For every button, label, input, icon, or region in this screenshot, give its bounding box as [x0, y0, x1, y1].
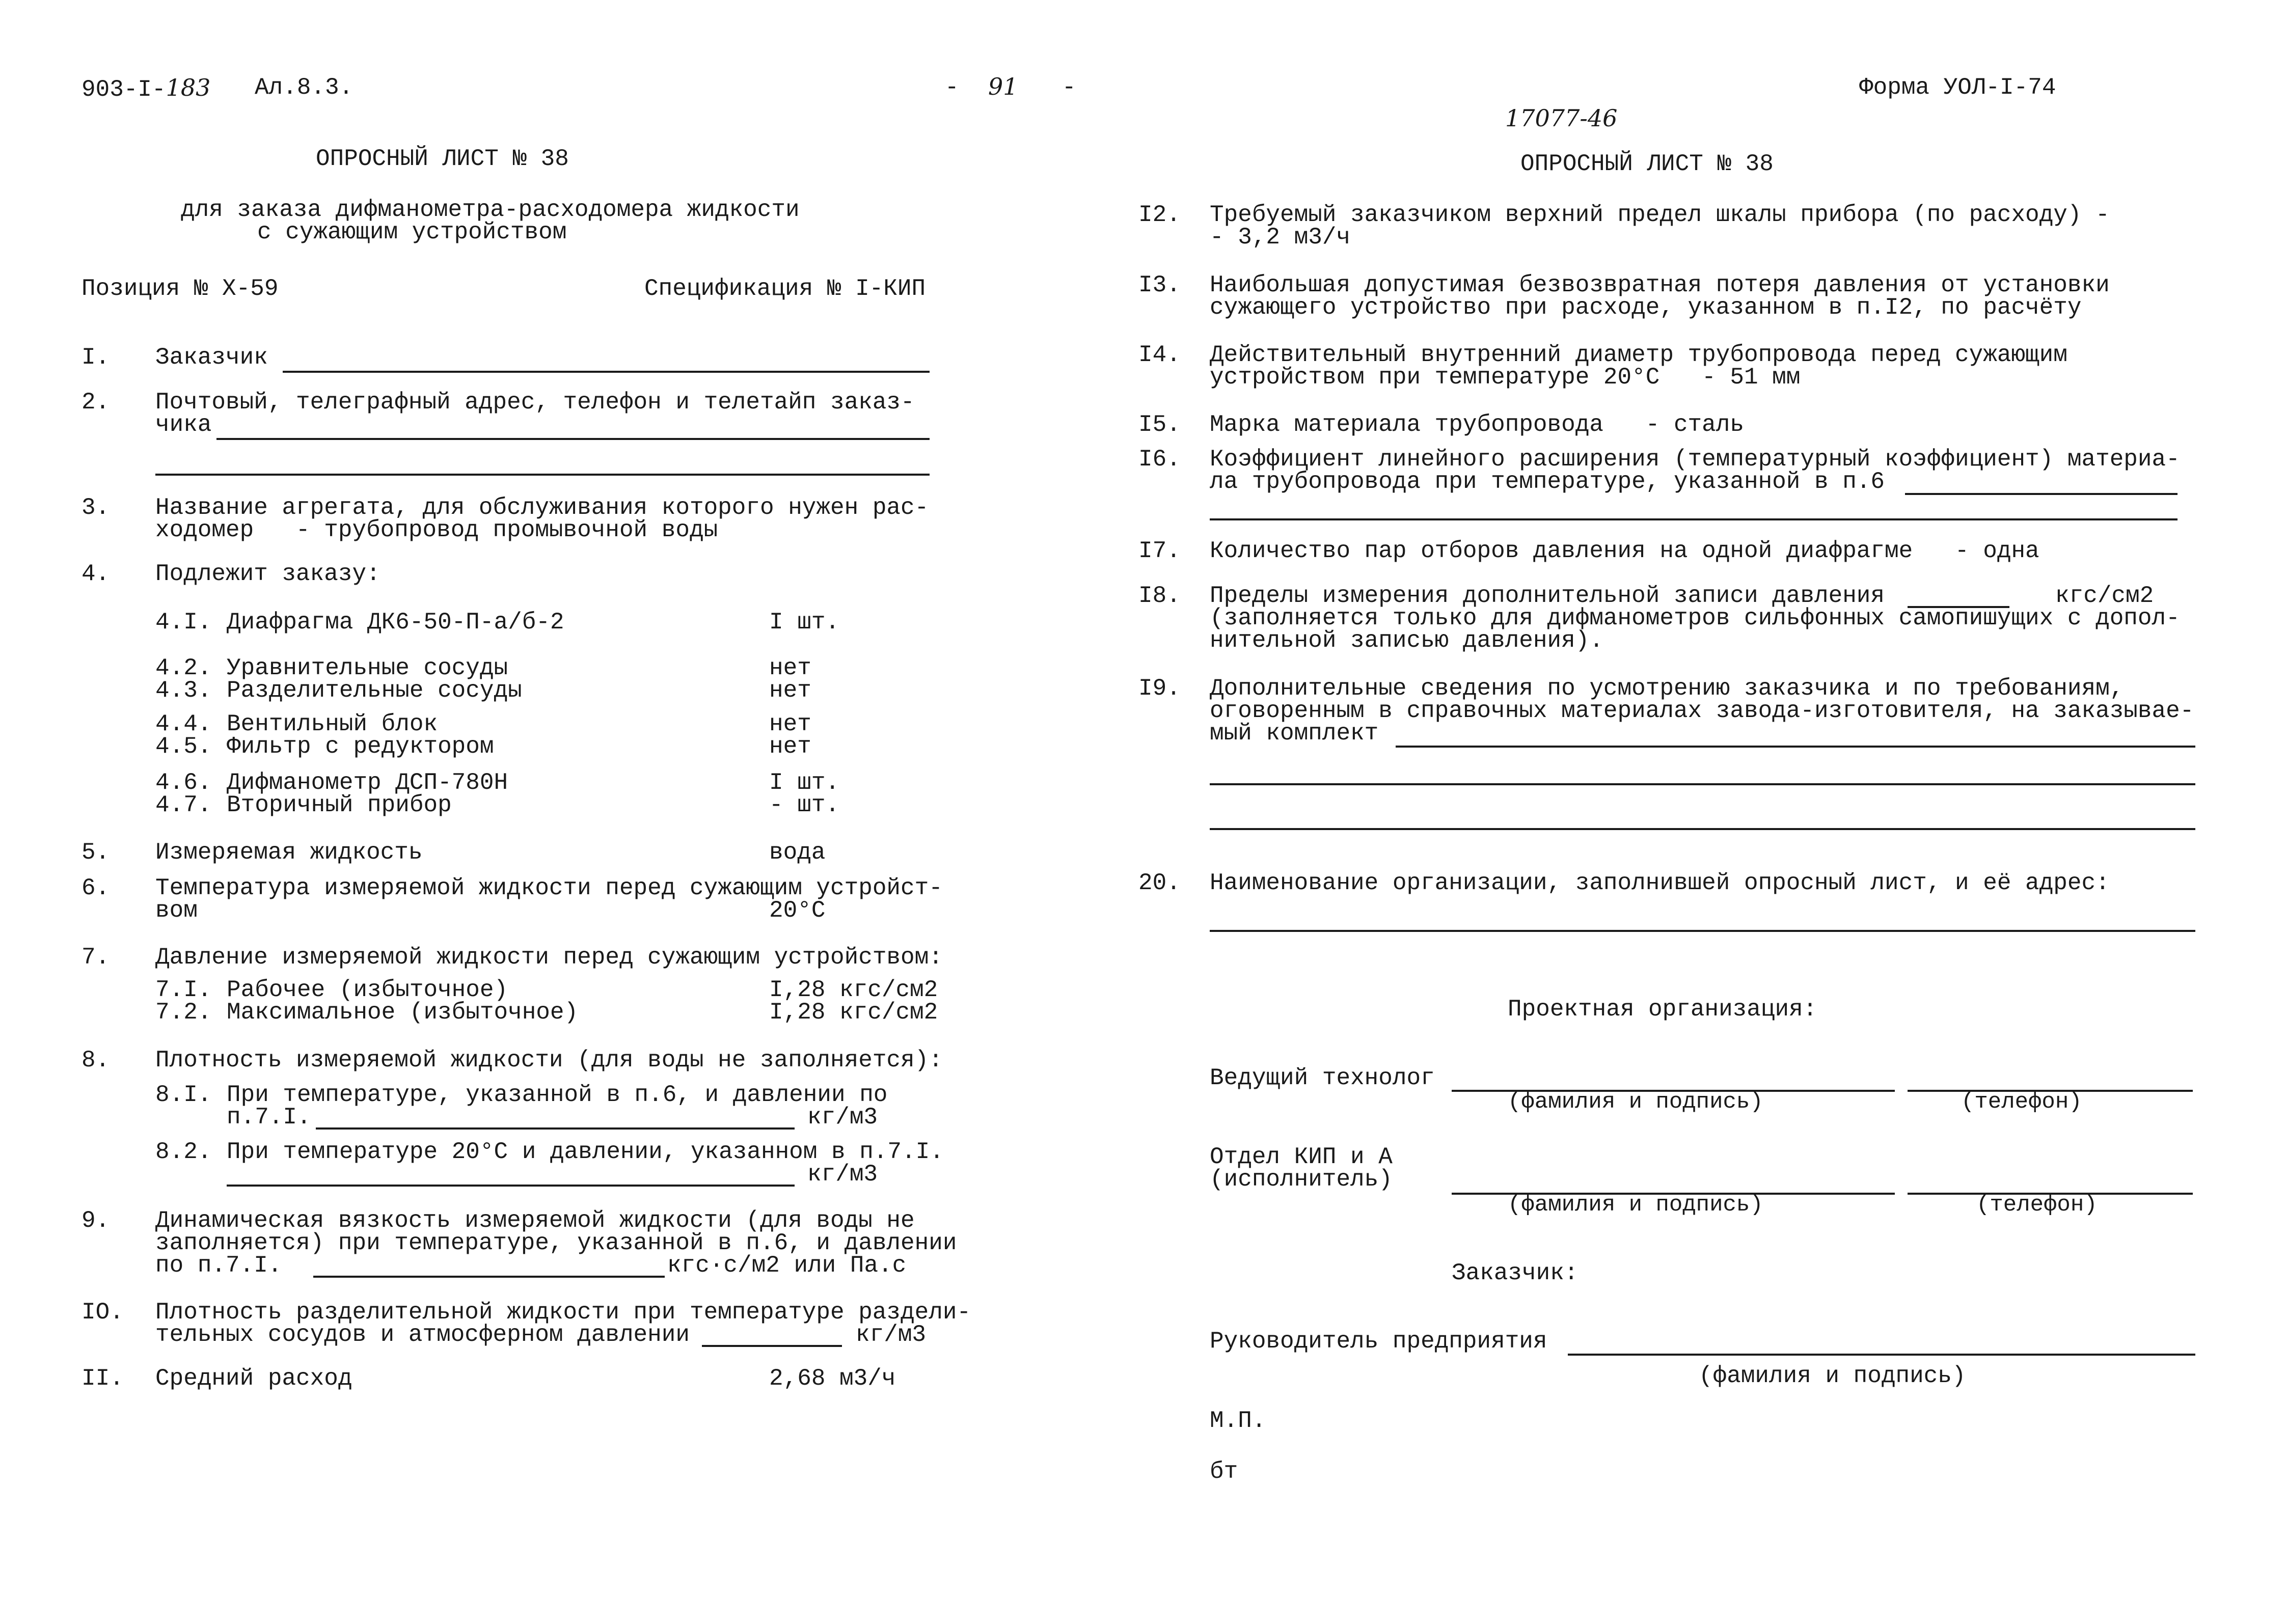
- item-number: 6.: [81, 875, 110, 901]
- item-number: 5.: [81, 839, 110, 866]
- lead-technologist-label: Ведущий технолог: [1210, 1065, 1435, 1091]
- subitem-text: Вторичный прибор: [227, 792, 452, 818]
- address-field-line: [216, 438, 930, 440]
- item-text-line: оговоренным в справочных материалах завода-изготовителя, на заказывае-: [1210, 698, 2194, 724]
- subitem-number: 4.3.: [155, 677, 212, 704]
- subitem-value: нет: [769, 655, 811, 681]
- item-value: 2,68 м3/ч: [769, 1365, 896, 1392]
- item-text: Пределы измерения дополнительной записи давления: [1210, 583, 1885, 609]
- expansion-coef-field-line: [1905, 493, 2178, 495]
- item-number: 2.: [81, 389, 110, 416]
- item-text-line: тельных сосудов и атмосферном давлении: [155, 1322, 690, 1348]
- customer-field-line: [283, 371, 930, 373]
- subitem-number: 4.6.: [155, 769, 212, 796]
- item-number: 20.: [1138, 870, 1181, 896]
- item-text-line: Требуемый заказчиком верхний предел шкалы прибора (по расходу) -: [1210, 202, 2110, 228]
- density-field-line: [316, 1127, 795, 1130]
- item-number: I9.: [1138, 675, 1181, 702]
- item-number: 7.: [81, 944, 110, 971]
- right-title: ОПРОСНЫЙ ЛИСТ № 38: [1520, 151, 1774, 177]
- signature-caption: (фамилия и подпись): [1508, 1192, 1763, 1218]
- item-number: I7.: [1138, 538, 1181, 564]
- item-text: Подлежит заказу:: [155, 561, 380, 587]
- subitem-value: I шт.: [769, 769, 840, 796]
- director-signature-line: [1568, 1354, 2195, 1356]
- signature-caption: (фамилия и подпись): [1508, 1089, 1763, 1115]
- extra-info-field-line: [1396, 746, 2195, 748]
- item-number: 3.: [81, 494, 110, 521]
- form-number: Форма УОЛ-I-74: [1859, 74, 2056, 101]
- item-text-line: (заполняется только для дифманометров сильфонных самопишущих с допол-: [1210, 605, 2180, 631]
- item-text: Средний расход: [155, 1365, 352, 1392]
- item-text-line: ходомер - трубопровод промывочной воды: [155, 517, 718, 543]
- subitem-value: нет: [769, 733, 811, 760]
- subtitle-line-1: для заказа дифманометра-расходомера жидкости: [181, 197, 800, 223]
- customer-label: Заказчик: [155, 344, 268, 371]
- subitem-number: 4.I.: [155, 609, 212, 636]
- item-text-line: Плотность разделительной жидкости при температуре раздели-: [155, 1299, 971, 1326]
- item-text-line: Почтовый, телеграфный адрес, телефон и телетайп заказ-: [155, 389, 915, 416]
- subitem-number: 7.I.: [155, 977, 212, 1003]
- item-number: I3.: [1138, 272, 1181, 298]
- subitem-number: 8.I.: [155, 1082, 212, 1108]
- subitem-text: Максимальное (избыточное): [227, 999, 579, 1026]
- item-number: 8.: [81, 1047, 110, 1074]
- separating-density-field-line: [702, 1345, 842, 1347]
- item-number: I5.: [1138, 411, 1181, 438]
- position-number: Позиция № Х-59: [81, 276, 279, 302]
- phone-caption: (телефон): [1961, 1089, 2082, 1115]
- subitem-value: I шт.: [769, 609, 840, 636]
- organization-field-line: [1210, 930, 2195, 932]
- subtitle-line-2: с сужающим устройством: [257, 219, 567, 245]
- item-text-line: Дополнительные сведения по усмотрению заказчика и по требованиям,: [1210, 675, 2124, 702]
- item-text-line: чика: [155, 411, 212, 438]
- item-value: вода: [769, 839, 826, 866]
- kip-department-label: Отдел КИП и А: [1210, 1144, 1393, 1170]
- subitem-text-line: При температуре, указанной в п.6, и давлении по: [227, 1082, 888, 1108]
- item-text-line: Наибольшая допустимая безвозвратная потеря давления от установки: [1210, 272, 2110, 298]
- code-handwritten: 183: [166, 74, 211, 101]
- item-text-line: ла трубопровода при температуре, указанной в п.6: [1210, 469, 1885, 495]
- item-text-line: Динамическая вязкость измеряемой жидкости (для воды не: [155, 1207, 915, 1234]
- page-number: 91: [988, 73, 1018, 100]
- subitem-number: 7.2.: [155, 999, 212, 1026]
- unit-label: кг/м3: [807, 1161, 878, 1188]
- viscosity-field-line: [313, 1276, 665, 1278]
- unit-label: кгс·с/м2 или Па.с: [667, 1252, 907, 1279]
- item-number: I4.: [1138, 342, 1181, 368]
- extra-info-field-line-2: [1210, 783, 2195, 785]
- item-text: Плотность измеряемой жидкости (для воды не заполняется):: [155, 1047, 943, 1074]
- address-field-line-2: [155, 474, 930, 476]
- stamp-placeholder: М.П.: [1210, 1408, 1266, 1434]
- specification-number: Спецификация № I-КИП: [644, 276, 926, 302]
- item-value: 20°С: [769, 897, 826, 924]
- subitem-value: I,28 кгс/см2: [769, 999, 938, 1026]
- subitem-text: Разделительные сосуды: [227, 677, 522, 704]
- subitem-number: 4.2.: [155, 655, 212, 681]
- footer-mark: бт: [1210, 1458, 1238, 1485]
- code-prefix: 903-I-: [81, 76, 166, 103]
- item-text-line: заполняется) при температуре, указанной в п.6, и давлении: [155, 1230, 957, 1256]
- item-text-line: устройством при температуре 20°С - 51 мм: [1210, 364, 1801, 391]
- subitem-text: При температуре 20°С и давлении, указанном в п.7.I.: [227, 1139, 944, 1165]
- handwritten-code: 17077-46: [1505, 104, 1618, 132]
- subitem-text: Рабочее (избыточное): [227, 977, 508, 1003]
- subitem-text: Фильтр с редуктором: [227, 733, 494, 760]
- item-text-line: Температура измеряемой жидкости перед сужающим устройст-: [155, 875, 943, 901]
- subitem-text: Дифманометр ДСП-780Н: [227, 769, 508, 796]
- item-text: Измеряемая жидкость: [155, 839, 423, 866]
- page-number-dash-right: -: [1062, 74, 1076, 101]
- subitem-number: 4.7.: [155, 792, 212, 818]
- item-text-line: мый комплект: [1210, 720, 1379, 747]
- item-text: Количество пар отборов давления на одной диафрагме - одна: [1210, 538, 2039, 564]
- document-code: [81, 76, 210, 101]
- subitem-number: 4.4.: [155, 711, 212, 737]
- density-field-line-2: [227, 1185, 795, 1187]
- unit-label: кг/м3: [856, 1322, 927, 1348]
- item-text-line: Действительный внутренний диаметр трубопровода перед сужающим: [1210, 342, 2067, 368]
- item-text: Давление измеряемой жидкости перед сужающим устройством:: [155, 944, 943, 971]
- item-number: I2.: [1138, 202, 1181, 228]
- subitem-text: Диафрагма ДК6-50-П-а/б-2: [227, 609, 564, 636]
- item-text-line: по п.7.I.: [155, 1252, 282, 1279]
- unit-label: кгс/см2: [2055, 583, 2154, 609]
- subitem-value: нет: [769, 677, 811, 704]
- subitem-value: - шт.: [769, 792, 840, 818]
- item-number: I6.: [1138, 446, 1181, 473]
- subitem-value: I,28 кгс/см2: [769, 977, 938, 1003]
- subitem-text: Вентильный блок: [227, 711, 438, 737]
- director-label: Руководитель предприятия: [1210, 1328, 1547, 1355]
- item-number: 9.: [81, 1207, 110, 1234]
- subitem-text: Уравнительные сосуды: [227, 655, 508, 681]
- item-text-line: нительной записью давления).: [1210, 627, 1603, 654]
- unit-label: кг/м3: [807, 1104, 878, 1131]
- item-text-line: Название агрегата, для обслуживания которого нужен рас-: [155, 494, 929, 521]
- page-number-dash-left: -: [945, 74, 959, 101]
- item-number: I.: [81, 344, 110, 371]
- director-signature-caption: (фамилия и подпись): [1699, 1363, 1966, 1389]
- item-text-line: вом: [155, 897, 198, 924]
- item-text-line: Коэффициент линейного расширения (температурный коэффициент) материа-: [1210, 446, 2180, 473]
- phone-caption: (телефон): [1976, 1192, 2098, 1218]
- subitem-value: нет: [769, 711, 811, 737]
- item-text-line: - 3,2 м3/ч: [1210, 224, 1351, 251]
- subitem-number: 8.2.: [155, 1139, 212, 1165]
- item-number: 4.: [81, 561, 110, 587]
- customer-heading: Заказчик:: [1452, 1260, 1579, 1286]
- item-text: Марка материала трубопровода - сталь: [1210, 411, 1744, 438]
- album-ref: Ал.8.3.: [255, 74, 353, 101]
- expansion-coef-field-line-2: [1210, 518, 2178, 520]
- extra-info-field-line-3: [1210, 828, 2195, 830]
- subitem-number: 4.5.: [155, 733, 212, 760]
- item-number: IO.: [81, 1299, 124, 1326]
- item-text: Наименование организации, заполнившей опросный лист, и её адрес:: [1210, 870, 2110, 896]
- design-organization-heading: Проектная организация:: [1508, 996, 1817, 1023]
- item-number: II.: [81, 1365, 124, 1392]
- left-title: ОПРОСНЫЙ ЛИСТ № 38: [316, 146, 569, 172]
- performer-label: (исполнитель): [1210, 1166, 1393, 1193]
- item-number: I8.: [1138, 583, 1181, 609]
- subitem-text-line: п.7.I.: [227, 1104, 311, 1131]
- item-text-line: сужающего устройство при расходе, указанном в п.I2, по расчёту: [1210, 294, 2082, 321]
